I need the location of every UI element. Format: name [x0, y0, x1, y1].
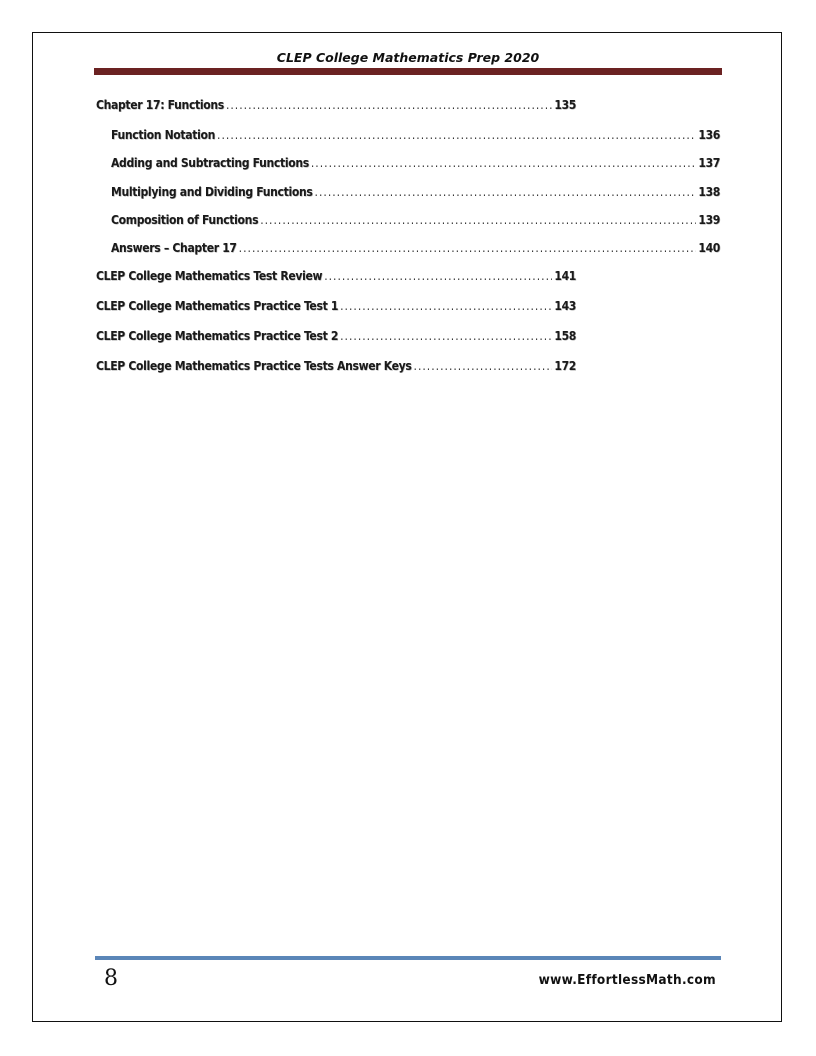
toc-entry-page: 136: [698, 128, 720, 142]
toc-entry-multiplying-dividing[interactable]: [111, 185, 720, 199]
toc-entry-page: 139: [698, 213, 720, 227]
toc-entry-label: Composition of Functions: [111, 213, 259, 227]
dot-leader: [315, 185, 697, 199]
toc-entry-answer-keys[interactable]: [96, 359, 576, 373]
dot-leader: [226, 98, 552, 112]
toc-entry-label: CLEP College Mathematics Practice Tests Answer Keys: [96, 359, 412, 373]
toc-entry-composition[interactable]: [111, 213, 720, 227]
toc-entry-practice-test-2[interactable]: [96, 329, 576, 343]
toc-entry-answers-chapter-17[interactable]: [111, 241, 720, 255]
header-divider: [94, 68, 722, 75]
toc-entry-page: 135: [554, 98, 576, 112]
toc-entry-page: 138: [698, 185, 720, 199]
toc-entry-page: 172: [554, 359, 576, 373]
toc-entry-label: Chapter 17: Functions: [96, 98, 224, 112]
footer-website-link[interactable]: www.EffortlessMath.com: [538, 972, 716, 988]
dot-leader: [340, 299, 552, 313]
running-header-title: CLEP College Mathematics Prep 2020: [276, 50, 540, 65]
toc-entry-adding-subtracting[interactable]: [111, 156, 720, 170]
dot-leader: [340, 329, 552, 343]
toc-entry-page: 140: [698, 241, 720, 255]
toc-entry-page: 141: [554, 269, 576, 283]
toc-entry-label: CLEP College Mathematics Practice Test 2: [96, 329, 339, 343]
toc-entry-test-review[interactable]: [96, 269, 576, 283]
page-border: [32, 32, 782, 1022]
toc-entry-label: Function Notation: [111, 128, 216, 142]
toc-entry-page: 143: [554, 299, 576, 313]
toc-entry-label: Answers – Chapter 17: [111, 241, 237, 255]
page-number: 8: [104, 966, 118, 991]
toc-entry-page: 137: [698, 156, 720, 170]
dot-leader: [324, 269, 552, 283]
toc-entry-practice-test-1[interactable]: [96, 299, 576, 313]
toc-entry-label: CLEP College Mathematics Practice Test 1: [96, 299, 339, 313]
toc-entry-chapter-17[interactable]: [96, 98, 576, 112]
dot-leader: [217, 128, 696, 142]
toc-entry-label: Multiplying and Dividing Functions: [111, 185, 313, 199]
toc-entry-label: Adding and Subtracting Functions: [111, 156, 309, 170]
dot-leader: [260, 213, 696, 227]
dot-leader: [311, 156, 696, 170]
toc-entry-label: CLEP College Mathematics Test Review: [96, 269, 323, 283]
dot-leader: [414, 359, 553, 373]
dot-leader: [239, 241, 697, 255]
footer-divider: [95, 956, 721, 960]
toc-entry-function-notation[interactable]: [111, 128, 720, 142]
toc-entry-page: 158: [554, 329, 576, 343]
